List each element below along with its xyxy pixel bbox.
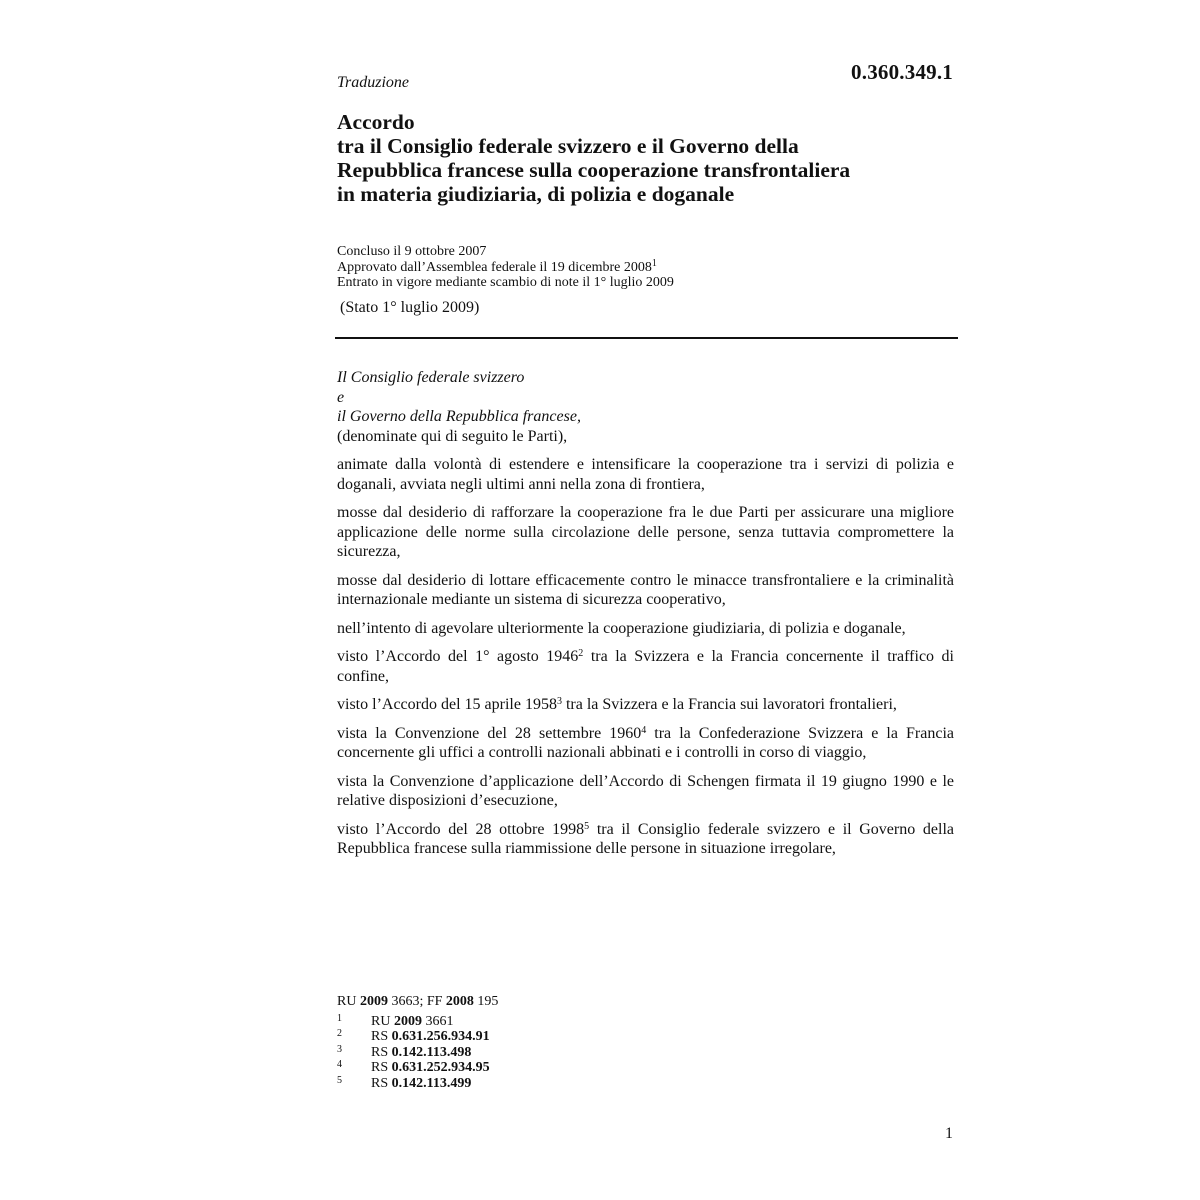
footnote-prefix: RS: [371, 1029, 392, 1045]
approved-text: Approvato dall’Assemblea federale il 19 dicembre 2008: [337, 259, 652, 275]
paragraph-text: vista la Convenzione del 28 settembre 1960: [337, 724, 642, 742]
ref-text: 3663; FF: [387, 994, 446, 1009]
paragraph-text: visto l’Accordo del 1° agosto 1946: [337, 648, 579, 665]
sr-number: 0.360.349.1: [851, 60, 953, 84]
footnote-number: 3: [337, 1043, 342, 1055]
ref-year: 2009: [359, 994, 388, 1009]
title-line: Accordo: [337, 110, 415, 134]
preamble-paragraph: mosse dal desiderio di lottare efficacemente contro le minacce transfrontaliere e la criminalità internazionale mediante un sistema di sicurezza cooperativo,: [337, 571, 954, 608]
translation-label: Traduzione: [337, 74, 410, 91]
footnote-number: 4: [337, 1059, 342, 1071]
preamble-paragraph: [337, 820, 954, 859]
preamble-paragraph: animate dalla volontà di estendere e intensificare la cooperazione tra i servizi di polizia e doganali, avviata negli ultimi anni nella zona di frontiera,: [337, 456, 954, 493]
document-title: [337, 110, 977, 206]
footnote-prefix: RS: [371, 1060, 392, 1076]
paragraph-text: tra il Consiglio federale svizzero e il Governo della Repubblica francese sulla riammissione delle persone in situazione irregolare,: [337, 820, 954, 857]
footnote-ref-number: 2009: [393, 1013, 422, 1029]
footnote-list: [337, 1014, 498, 1092]
footnote-prefix: RS: [371, 1075, 392, 1091]
ref-year: 2008: [445, 994, 474, 1009]
paragraph-text: tra la Svizzera e la Francia concernente il traffico di confine,: [337, 648, 955, 685]
footnote-text: [371, 1045, 471, 1061]
title-line: tra il Consiglio federale svizzero e il Governo della: [337, 134, 799, 158]
footnote-number: 2: [337, 1028, 342, 1040]
approved-date: [337, 257, 674, 276]
paragraph-text: tra la Svizzera e la Francia sui lavoratori frontalieri,: [561, 696, 897, 713]
footnote-ref-number: 0.142.113.499: [391, 1075, 472, 1091]
footnote-ref-number: 0.631.256.934.91: [391, 1029, 490, 1045]
footnote-ref: 2: [578, 648, 584, 659]
footnote-ref: 1: [651, 257, 657, 269]
page-number: 1: [945, 1125, 953, 1142]
preamble-paragraph: vista la Convenzione d’applicazione dell’Accordo di Schengen firmata il 19 giugno 1990 e le relative disposizioni d’esecuzione,: [337, 772, 954, 809]
footnote-ref: 5: [584, 820, 590, 832]
ref-text: 195: [473, 994, 499, 1009]
entry-into-force: Entrato in vigore mediante scambio di note il 1° luglio 2009: [337, 275, 674, 290]
preamble-paragraph: [337, 647, 954, 686]
footnote-prefix: RS: [371, 1044, 392, 1060]
footnote-text: [371, 1029, 490, 1045]
title-line: Repubblica francese sulla cooperazione transfrontaliera: [337, 158, 851, 182]
footnote-suffix: 3661: [421, 1013, 454, 1029]
status-date: (Stato 1° luglio 2009): [340, 299, 480, 316]
concluded-date: Concluso il 9 ottobre 2007: [337, 244, 487, 259]
preamble: [337, 368, 954, 859]
party-1: Il Consiglio federale svizzero: [337, 369, 525, 386]
paragraph-text: visto l’Accordo del 15 aprile 1958: [337, 696, 557, 713]
footnote-number: 1: [337, 1012, 342, 1024]
party-2: il Governo della Repubblica francese,: [337, 408, 581, 425]
footnote-ref-number: 0.142.113.498: [391, 1044, 472, 1060]
footnotes: [337, 994, 498, 1092]
footnote-number: 5: [337, 1074, 342, 1086]
ref-text: RU: [337, 994, 360, 1009]
official-reference: [337, 994, 498, 1010]
header-divider: [335, 337, 958, 339]
footnote-prefix: RU: [371, 1013, 394, 1029]
footnote-ref: 4: [641, 724, 647, 736]
document-meta: [337, 244, 674, 291]
parties-definition: (denominate qui di seguito le Parti),: [337, 427, 568, 445]
paragraph-text: tra la Confederazione Svizzera e la Francia concernente gli uffici a controlli nazionali abbinati e i controlli in corso di viaggio,: [337, 724, 954, 761]
preamble-paragraph: [337, 724, 954, 763]
preamble-paragraph: mosse dal desiderio di rafforzare la cooperazione fra le due Parti per assicurare una migliore applicazione delle norme sulla circolazione delle persone, senza tuttavia compromettere la sicurezza,: [337, 504, 954, 560]
footnote-ref: 3: [556, 696, 562, 707]
title-line: in materia giudiziaria, di polizia e doganale: [337, 182, 735, 206]
footnote-text: [371, 1014, 453, 1030]
paragraph-text: visto l’Accordo del 28 ottobre 1998: [337, 820, 585, 838]
footnote-text: [371, 1060, 490, 1076]
conjunction: e: [337, 388, 345, 406]
footnote-ref-number: 0.631.252.934.95: [391, 1060, 490, 1076]
preamble-paragraph: [337, 695, 954, 715]
footnote-item: [337, 1076, 498, 1092]
preamble-paragraph: nell’intento di agevolare ulteriormente la cooperazione giudiziaria, di polizia e doganale,: [337, 619, 906, 637]
footnote-text: [371, 1076, 471, 1092]
